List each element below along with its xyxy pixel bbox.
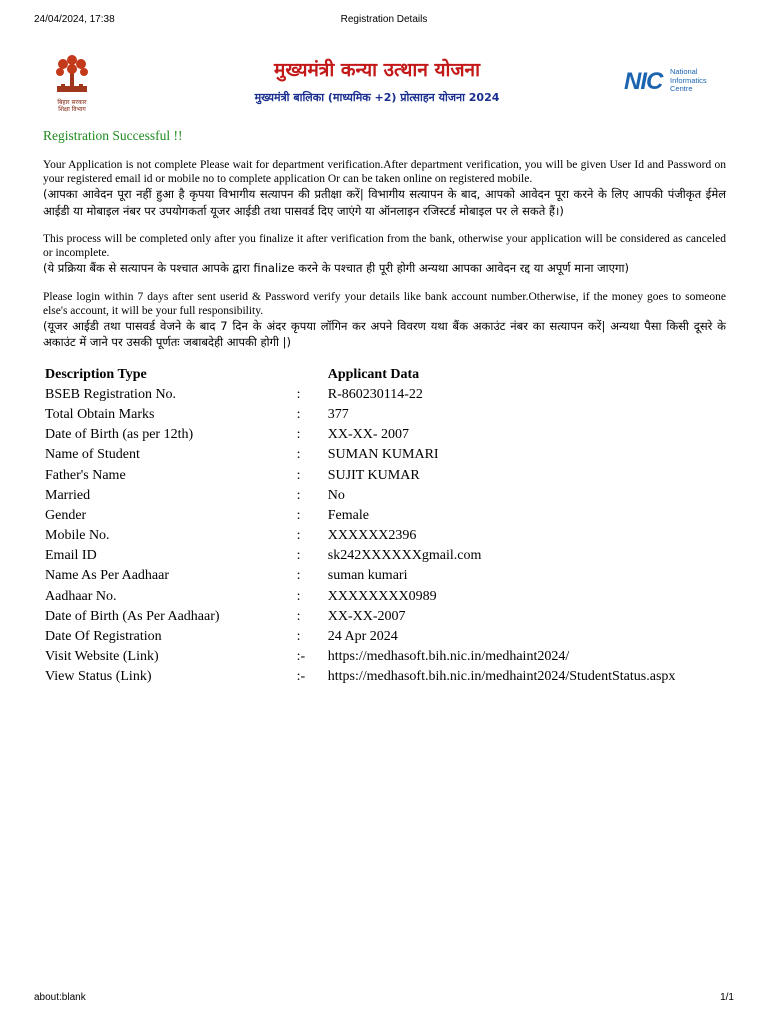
row-label: Date of Birth (As Per Aadhaar) xyxy=(45,608,220,624)
nic-line-2: Informatics xyxy=(670,75,707,85)
applicant-details-body xyxy=(45,385,726,688)
bodhi-tree-emblem-icon xyxy=(52,50,92,94)
row-label: Mobile No. xyxy=(45,528,110,544)
scheme-title: मुख्यमंत्री कन्या उत्थान योजना xyxy=(273,59,481,81)
success-message: Registration Successful !! xyxy=(43,128,183,143)
row-separator: :- xyxy=(296,649,306,665)
row-value: sk242XXXXXXgmail.com xyxy=(327,548,482,564)
notice-finalize-hi: (ये प्रक्रिया बैंक से सत्यापन के पश्चात आपके द्वारा finalize करने के पश्चात ही पूरी होगी अन्यथा आपका आवेदन रद्द या अपूर्ण माना जाएगा) xyxy=(43,261,629,275)
row-value: 24 Apr 2024 xyxy=(327,629,398,645)
table-row xyxy=(45,546,726,566)
table-row xyxy=(45,607,726,627)
header-applicant-data: Applicant Data xyxy=(327,366,420,382)
notice-verification xyxy=(43,158,726,219)
row-label: Aadhaar No. xyxy=(45,588,117,604)
table-row xyxy=(45,667,726,687)
applicant-details-table xyxy=(45,365,726,688)
row-value: SUMAN KUMARI xyxy=(327,447,439,463)
print-title: Registration Details xyxy=(340,14,428,25)
scheme-subtitle: मुख्यमंत्री बालिका (माध्यमिक +2) प्रोत्साहन योजना 2024 xyxy=(254,91,500,104)
page-number: 1/1 xyxy=(720,992,734,1003)
row-separator: :- xyxy=(296,669,306,685)
row-value: Female xyxy=(327,507,369,523)
table-row xyxy=(45,425,726,445)
table-row xyxy=(45,385,726,405)
row-separator: : xyxy=(296,487,301,503)
table-row xyxy=(45,465,726,485)
registration-content xyxy=(43,128,726,688)
print-timestamp: 24/04/2024, 17:38 xyxy=(34,14,115,25)
notice-login-en: Please login within 7 days after sent userid & Password verify your details like bank account number.Otherwise, if the money goes to someone else's account, it will be your full responsibility. xyxy=(43,290,726,317)
table-row xyxy=(45,566,726,586)
row-separator: : xyxy=(296,386,301,402)
row-separator: : xyxy=(296,467,301,483)
table-row xyxy=(45,647,726,667)
row-separator: : xyxy=(296,588,301,604)
row-separator: : xyxy=(296,608,301,624)
table-row xyxy=(45,445,726,465)
row-label: Date Of Registration xyxy=(45,629,162,645)
row-value: https://medhasoft.bih.nic.in/medhaint2024/ xyxy=(327,649,570,665)
notice-login xyxy=(43,290,726,351)
row-label: Married xyxy=(45,487,91,503)
row-label: View Status (Link) xyxy=(45,669,152,685)
nic-line-1: National xyxy=(670,67,698,76)
header-description: Description Type xyxy=(45,366,147,382)
notice-verification-en: Your Application is not complete Please wait for department verification.After department verification, you will be given User Id and Password on your registered email id or mobile no to complete application Or can be taken online on registered mobile. xyxy=(43,159,726,185)
row-label: Father's Name xyxy=(45,467,126,483)
row-label: Email ID xyxy=(45,548,97,564)
row-label: Name As Per Aadhaar xyxy=(45,568,170,584)
table-row xyxy=(45,587,726,607)
row-separator: : xyxy=(296,427,301,443)
print-header xyxy=(34,14,734,30)
header-separator xyxy=(297,365,328,385)
table-row xyxy=(45,486,726,506)
row-separator: : xyxy=(296,548,301,564)
emblem-caption-govt: बिहार सरकार xyxy=(57,99,87,106)
row-separator: : xyxy=(296,507,301,523)
notice-finalize xyxy=(43,232,726,277)
row-label: BSEB Registration No. xyxy=(45,386,177,402)
row-label: Visit Website (Link) xyxy=(45,649,159,665)
row-value: https://medhasoft.bih.nic.in/medhaint2024/StudentStatus.aspx xyxy=(327,669,676,685)
row-value: R-860230114-22 xyxy=(327,386,423,402)
row-value: XXXXXXXX0989 xyxy=(327,588,437,604)
row-value: SUJIT KUMAR xyxy=(327,467,420,483)
row-value: 377 xyxy=(327,406,349,422)
emblem-caption-dept: शिक्षा विभाग xyxy=(58,106,86,113)
table-header-row xyxy=(45,365,726,385)
nic-name xyxy=(670,68,707,94)
row-label: Gender xyxy=(45,507,87,523)
table-row xyxy=(45,627,726,647)
print-url: about:blank xyxy=(34,992,86,1003)
row-label: Total Obtain Marks xyxy=(45,406,155,422)
nic-mark: NIC xyxy=(624,68,663,95)
notice-verification-hi: (आपका आवेदन पूरा नहीं हुआ है कृपया विभागीय सत्यापन की प्रतीक्षा करें| विभागीय सत्यापन के बाद, आपको आवेदन पूरा करने के लिए आपकी पंजीकृत ईमेल आईडी या मोबाइल नंबर पर उपयोगकर्ता यूजर आईडी तथा पासवर्ड दिए जाएंगे या ऑनलाइन रजिस्टर्ड मोबाइल पर ले सकते हैं।) xyxy=(43,187,726,218)
print-footer xyxy=(34,992,734,1006)
notice-finalize-en: This process will be completed only after you finalize it after verification from the bank, otherwise your application will be considered as canceled or incomplete. xyxy=(43,233,726,259)
notice-login-hi: (यूजर आईडी तथा पासवर्ड वेजने के बाद 7 दिन के अंदर कृपया लॉगिन कर अपने विवरण यथा बैंक अकाउंट नंबर का सत्यापन करें| अन्यथा पैसा किसी दूसरे के अकाउंट में जाने पर उसकी पूर्णतः जबाबदेही आपकी होगी |) xyxy=(43,318,726,349)
row-label: Name of Student xyxy=(45,447,140,463)
row-value: XX-XX-2007 xyxy=(327,608,406,624)
row-separator: : xyxy=(296,406,301,422)
scheme-banner xyxy=(42,46,726,124)
row-separator: : xyxy=(296,528,301,544)
row-separator: : xyxy=(296,447,301,463)
row-separator: : xyxy=(296,629,301,645)
table-row xyxy=(45,405,726,425)
table-row xyxy=(45,526,726,546)
table-row xyxy=(45,506,726,526)
row-value: XX-XX- 2007 xyxy=(327,427,410,443)
row-label: Date of Birth (as per 12th) xyxy=(45,427,194,443)
row-value: No xyxy=(327,487,345,503)
nic-logo xyxy=(624,66,716,100)
row-value: XXXXXX2396 xyxy=(327,528,417,544)
nic-line-3: Centre xyxy=(670,84,693,93)
row-separator: : xyxy=(296,568,301,584)
bihar-emblem xyxy=(50,50,94,116)
row-value: suman kumari xyxy=(327,568,408,584)
